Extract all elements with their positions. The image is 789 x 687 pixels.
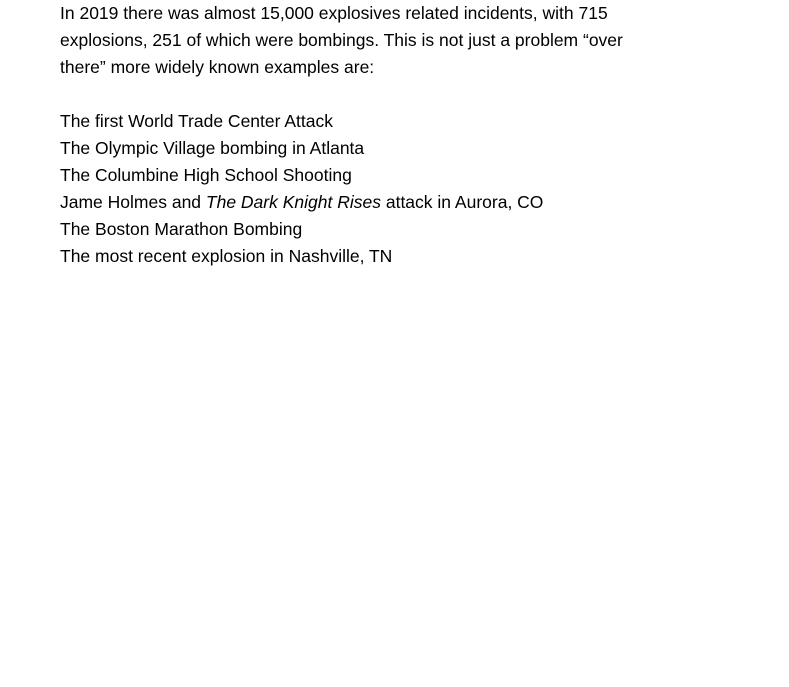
blank-line bbox=[60, 81, 760, 108]
movie-title: The Dark Knight Rises bbox=[205, 192, 381, 212]
intro-line-2: explosions, 251 of which were bombings. This is not just a problem “over bbox=[60, 30, 623, 50]
examples-list bbox=[60, 108, 760, 270]
example-item-boston: The Boston Marathon Bombing bbox=[60, 219, 303, 239]
example-aurora-suffix: attack in Aurora, CO bbox=[380, 192, 544, 212]
intro-line-1: In 2019 there was almost 15,000 explosives related incidents, with 715 bbox=[60, 3, 608, 23]
example-item-columbine: The Columbine High School Shooting bbox=[60, 165, 352, 185]
intro-paragraph bbox=[60, 0, 760, 81]
intro-line-3: there” more widely known examples are: bbox=[60, 57, 375, 77]
example-item-wtc: The first World Trade Center Attack bbox=[60, 111, 333, 131]
example-aurora-prefix: Jame Holmes and bbox=[60, 192, 206, 212]
example-item-aurora bbox=[60, 189, 760, 216]
example-item-nashville: The most recent explosion in Nashville, TN bbox=[60, 246, 393, 266]
example-item-olympic-village: The Olympic Village bombing in Atlanta bbox=[60, 138, 365, 158]
document-body bbox=[60, 0, 760, 270]
